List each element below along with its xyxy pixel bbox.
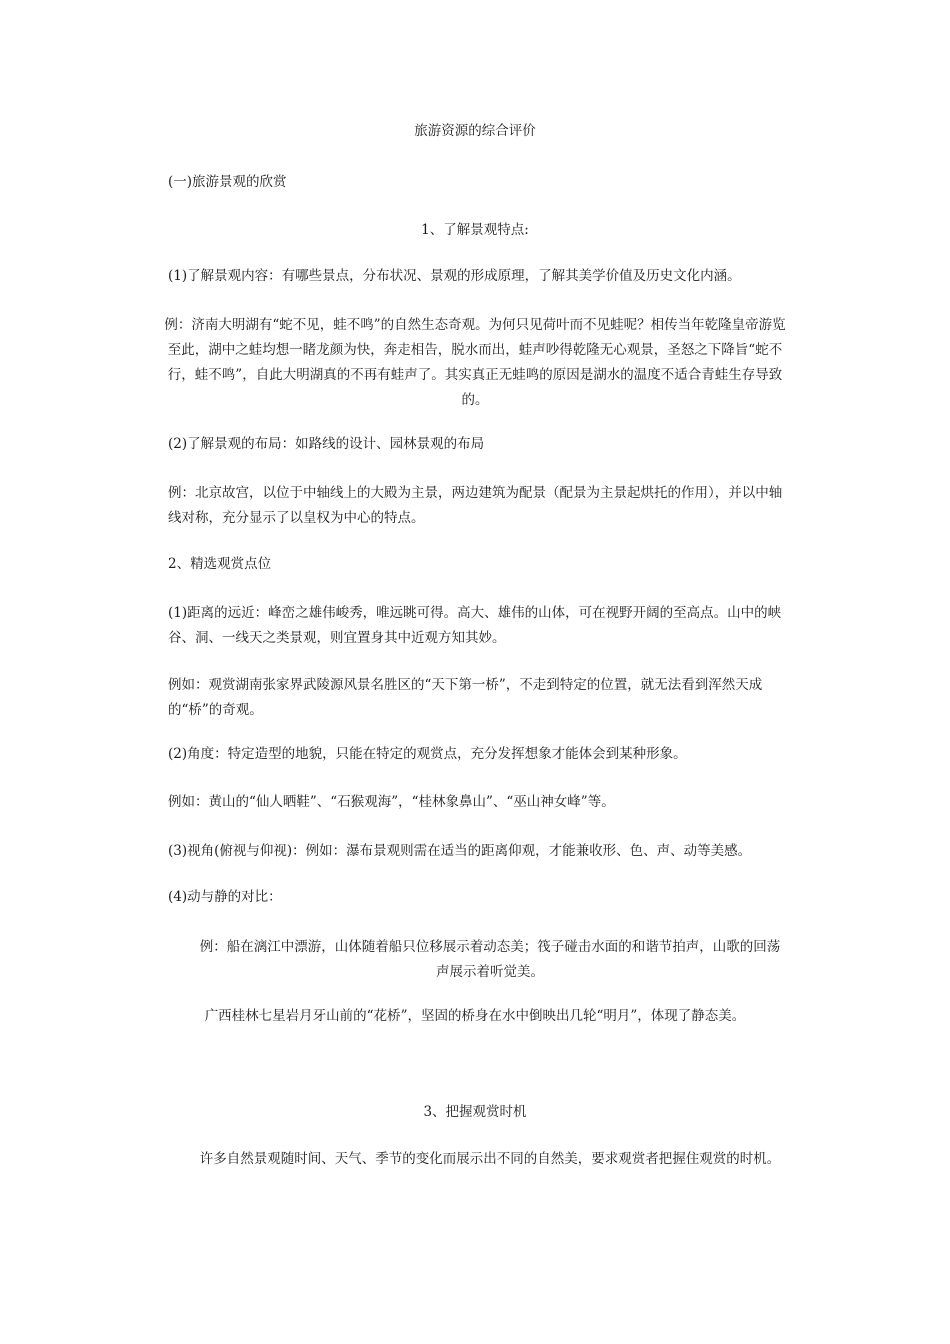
paragraph: (4)动与静的对比： — [168, 889, 282, 905]
document-title: 旅游资源的综合评价 — [414, 123, 536, 139]
example-paragraph: 例：济南大明湖有“蛇不见，蛙不鸣”的自然生态奇观。为何只见荷叶而不见蛙呢？相传当年乾隆皇帝游览至此，湖中之蛙均想一睹龙颜为快，奔走相告，脱水而出，蛙声吵得乾隆无心观景，圣怒之下降旨“蛇不行，蛙不鸣”，自此大明湖真的不再有蛙声了。其实真正无蛙鸣的原因是湖水的温度不适合青蛙生存导致的。 — [164, 317, 786, 408]
example-paragraph: 例如：黄山的“仙人晒鞋”、“石猴观海”，“桂林象鼻山”、“巫山神女峰”等。 — [168, 794, 615, 810]
subsection-heading: 2、精选观赏点位 — [168, 556, 272, 572]
subsection-heading: 3、把握观赏时机 — [423, 1104, 527, 1120]
subsection-heading: 1、了解景观特点: — [421, 222, 529, 238]
section-heading: (一)旅游景观的欣赏 — [168, 174, 287, 190]
paragraph: (3)视角(俯视与仰视)：例如：瀑布景观则需在适当的距离仰观，才能兼收形、色、声、动等美感。 — [168, 843, 752, 859]
paragraph: (2)角度：特定造型的地貌，只能在特定的观赏点，充分发挥想象才能体会到某种形象。 — [168, 746, 687, 762]
paragraph: (2)了解景观的布局：如路线的设计、园林景观的布局 — [168, 436, 485, 452]
paragraph: 广西桂林七星岩月牙山前的“花桥”，坚固的桥身在水中倒映出几轮“明月”，体现了静态美。 — [204, 1008, 746, 1024]
example-paragraph: 例如：观赏湖南张家界武陵源风景名胜区的“天下第一桥”，不走到特定的位置，就无法看到浑然天成的“桥”的奇观。 — [168, 677, 763, 718]
paragraph: (1)距离的远近：峰峦之雄伟峻秀，唯远眺可得。高大、雄伟的山体，可在视野开阔的至高点。山中的峡谷、洞、一线天之类景观，则宜置身其中近观方知其妙。 — [168, 605, 782, 646]
paragraph: (1)了解景观内容：有哪些景点，分布状况、景观的形成原理，了解其美学价值及历史文化内涵。 — [168, 268, 741, 284]
example-paragraph: 例：北京故宫，以位于中轴线上的大殿为主景，两边建筑为配景（配景为主景起烘托的作用），并以中轴线对称，充分显示了以皇权为中心的特点。 — [168, 485, 783, 526]
example-paragraph: 例：船在漓江中漂游，山体随着船只位移展示着动态美；筏子碰击水面的和谐节拍声，山歌的回荡声展示着听觉美。 — [199, 939, 781, 980]
paragraph: 许多自然景观随时间、天气、季节的变化而展示出不同的自然美，要求观赏者把握住观赏的时机。 — [199, 1151, 781, 1167]
